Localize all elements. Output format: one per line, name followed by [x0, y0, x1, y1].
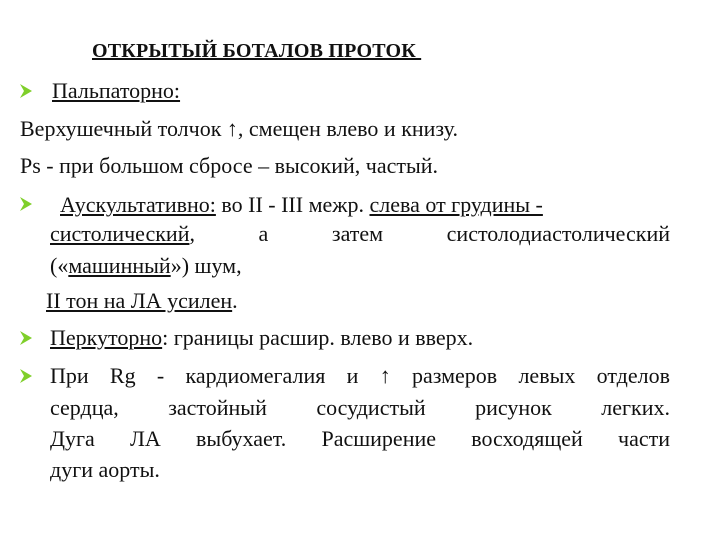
- systolic-text: систолический: [50, 221, 190, 246]
- period: .: [232, 288, 238, 313]
- systodiastolic-text: , а затем систолодиастолический: [189, 221, 670, 246]
- murmur-text: ») шум,: [170, 253, 242, 278]
- palpation-label: [52, 76, 180, 106]
- machine-text: машинный: [68, 253, 171, 278]
- quote-open: («: [50, 253, 69, 278]
- auscultation-location: во II - III межр.: [215, 192, 370, 217]
- aorta-arc-line: дуги аорты.: [50, 457, 160, 482]
- auscultation-label: Аускультативно:: [60, 192, 216, 217]
- second-tone-text: II тон на ЛА усилен: [46, 288, 233, 313]
- arrow-bullet-icon: [20, 84, 32, 98]
- percussion-text: : границы расшир. влево и вверх.: [162, 325, 474, 350]
- pulse-line: Ps - при большом сбросе – высокий, частый.: [20, 153, 439, 178]
- machine-murmur-line: [50, 251, 242, 281]
- arrow-bullet-icon: [20, 197, 32, 211]
- systolic-line: [50, 219, 670, 249]
- congestion-line: сердца, застойный сосудистый рисунок легких.: [50, 395, 670, 420]
- xray-line: При Rg - кардиомегалия и ↑ размеров левых отделов: [50, 363, 670, 388]
- arrow-bullet-icon: [20, 331, 32, 345]
- auscultation-line: [60, 190, 543, 220]
- slide-title: ОТКРЫТЫЙ БОТАЛОВ ПРОТОК: [92, 40, 422, 62]
- palpation-text: Пальпаторно:: [52, 78, 181, 103]
- pa-arc-line: Дуга ЛА выбухает. Расширение восходящей части: [50, 426, 670, 451]
- percussion-label: Перкуторно: [50, 325, 163, 350]
- second-tone-line: [46, 286, 238, 316]
- percussion-line: [50, 323, 473, 353]
- left-of-sternum-text: слева от грудины -: [369, 192, 543, 217]
- arrow-bullet-icon: [20, 369, 32, 383]
- apex-beat-line: Верхушечный толчок ↑, смещен влево и книзу.: [20, 116, 458, 141]
